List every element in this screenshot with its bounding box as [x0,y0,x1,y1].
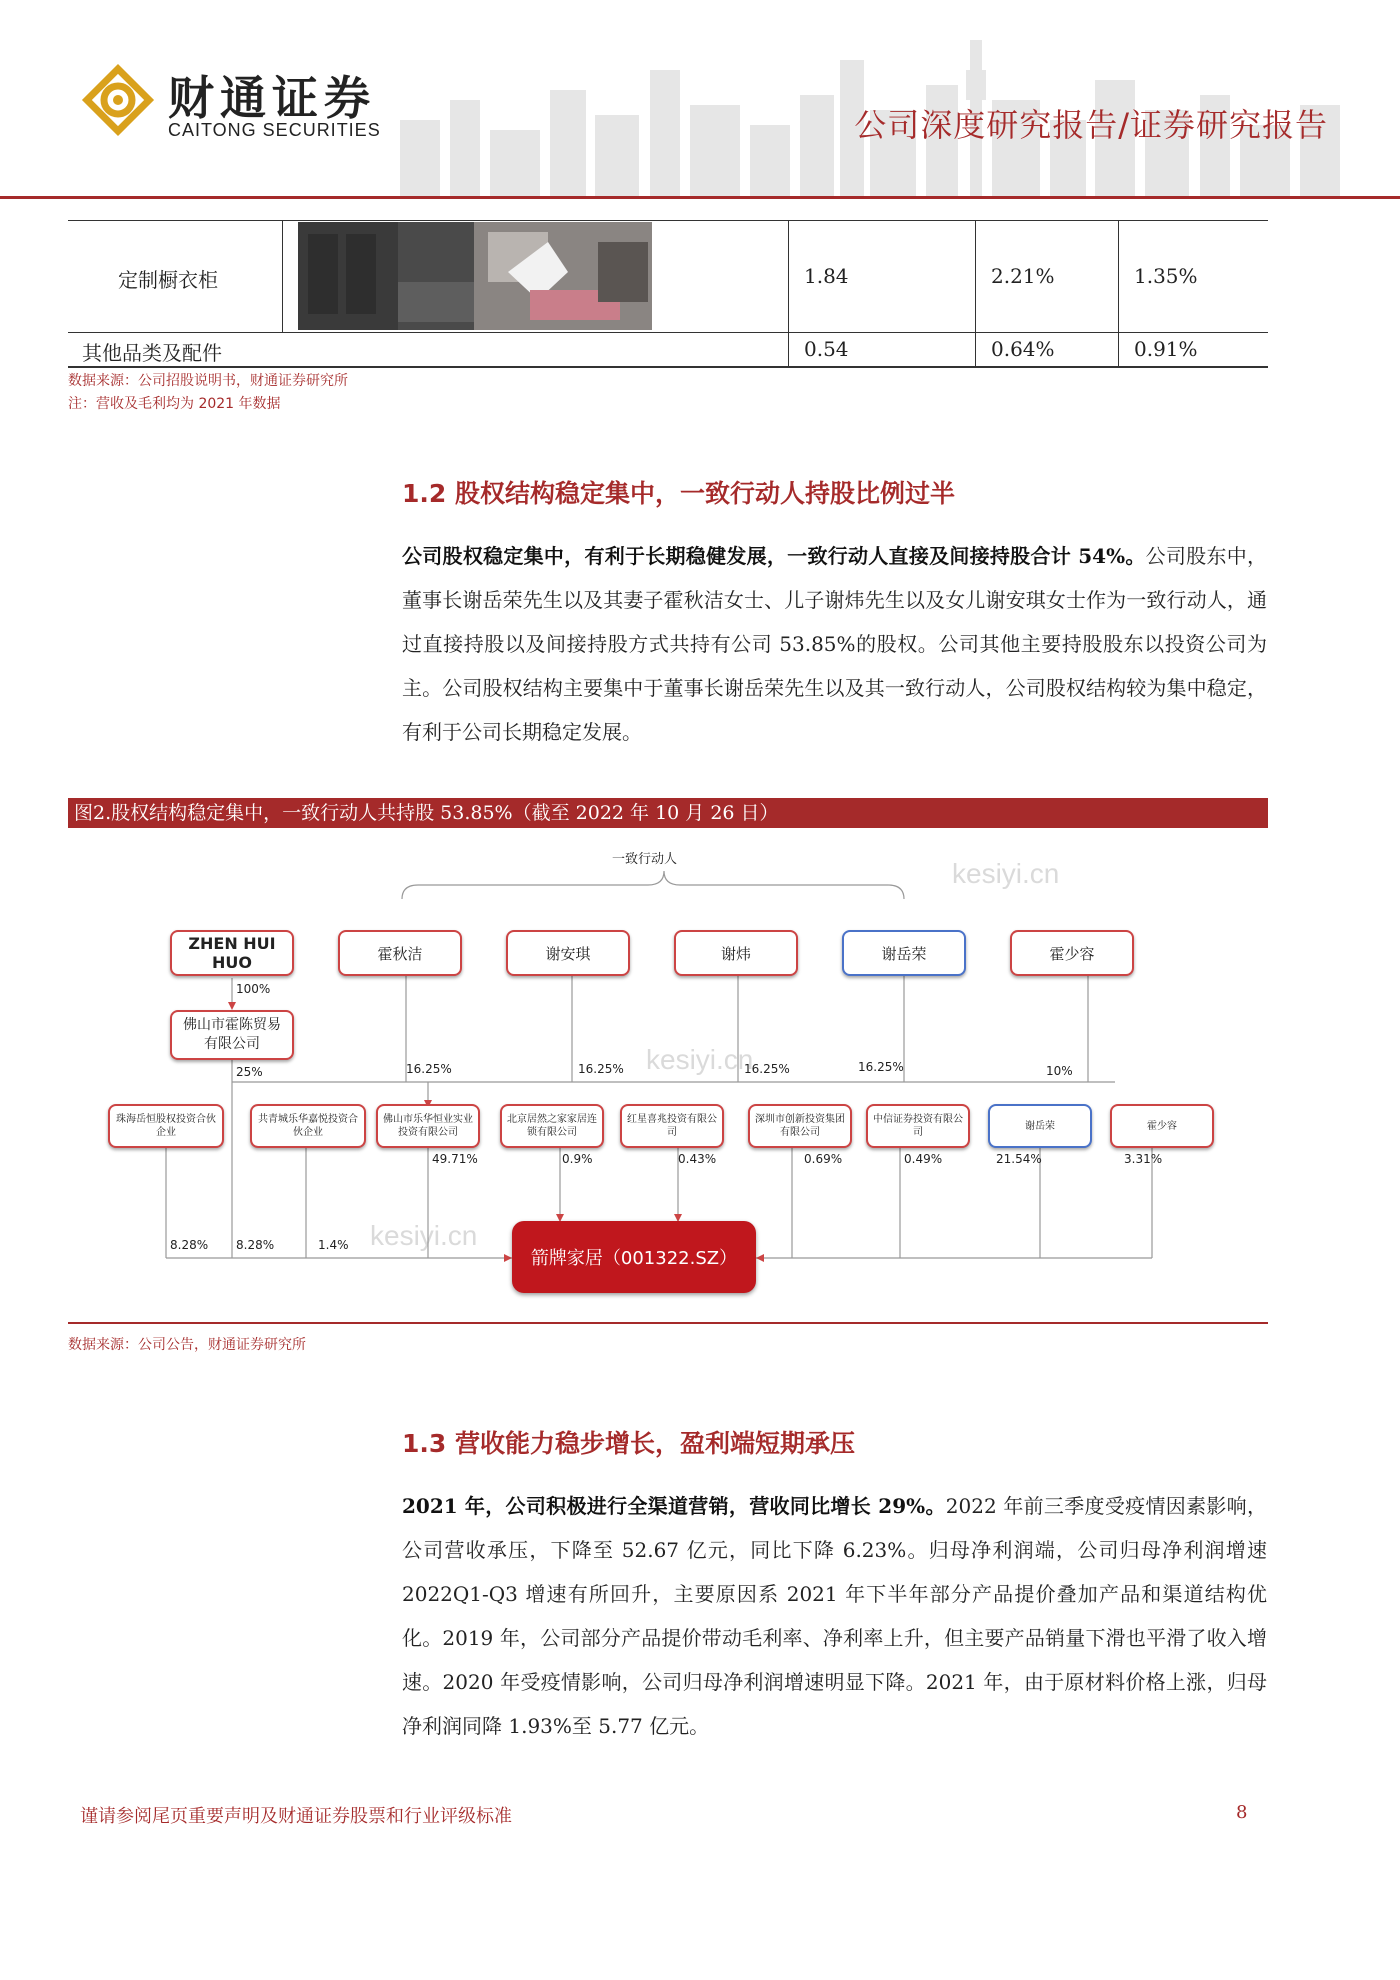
section-1-2-title: 1.2 股权结构稳定集中，一致行动人持股比例过半 [402,479,955,508]
holder-huo-qiujie: 霍秋洁 [338,930,462,976]
figure-2-source: 数据来源：公司公告，财通证券研究所 [68,1337,306,1353]
entity-gongqingcheng-lehua: 共青城乐华嘉悦投资合伙企业 [250,1104,366,1148]
product-photo-kitchen [298,222,652,330]
table-cell-share: 0.64% [991,337,1055,361]
logo-name-en: CAITONG SECURITIES [168,120,381,140]
pct-zhen-to-foshan: 100% [236,982,271,996]
watermark-text: kesiyi.cn [646,1044,754,1075]
logo-name-cn: 财通证券 [168,71,376,125]
pct-shenzhen: 0.69% [804,1152,843,1166]
pct-juran: 0.9% [562,1152,593,1166]
entity-zhuhai-yueheng: 珠海岳恒股权投资合伙企业 [108,1104,224,1148]
watermark-text: kesiyi.cn [952,858,1060,889]
table-cell-category: 定制橱衣柜 [118,268,218,292]
table-cell-share: 2.21% [991,264,1055,288]
section-1-2-body: 公司股东中，董事长谢岳荣先生以及其妻子霍秋洁女士、儿子谢炜先生以及女儿谢安琪女士作为一致行动人，通过直接持股以及间接持股方式共持有公司 53.85%的股权。公司其他主要持股股东以投资公司为主。公司股权结构主要集中于董事长谢岳荣先生以及其一致行动人，公司股权结构较为集中稳定，有利于公司长期稳定发展。 [402,544,1267,744]
table-cell-revenue: 1.84 [804,264,849,288]
section-1-3-body: 2022 年前三季度受疫情因素影响，公司营收承压，下降至 52.67 亿元，同比下降 6.23%。归母净利润端，公司归母净利润增速 2022Q1-Q3 增速有所回升，主要原因系 2021 年下半年部分产品提价叠加产品和渠道结构优化。2019 年，公司部分产品提价带动毛利率、净利率上升，但主要产品销量下滑也平滑了收入增速。2020 年受疫情影响，公司归母净利润增速明显下降。2021 年，由于原材料价格上涨，归母净利润同降 1.93%至 5.77 亿元。 [402,1494,1267,1738]
pct-foshan-trade-out: 25% [236,1065,263,1079]
holder-huo-shaorong: 霍少容 [1010,930,1134,976]
holder-xie-anqi: 谢安琪 [506,930,630,976]
caitong-logo-icon [76,58,160,142]
entity-beijing-juran: 北京居然之家家居连锁有限公司 [500,1104,604,1148]
pct-huo-qiujie: 16.25% [406,1062,452,1076]
section-1-3-paragraph [402,1484,1267,1748]
header-divider [0,196,1400,199]
pct-xie-wei: 16.25% [744,1062,790,1076]
pct-citic: 0.49% [904,1152,943,1166]
table-footnote: 注：营收及毛利均为 2021 年数据 [68,396,281,412]
pct-foshan-trade: 8.28% [236,1238,275,1252]
table-source-note: 数据来源：公司招股说明书，财通证券研究所 [68,373,348,389]
group-label: 一致行动人 [612,852,678,867]
entity-huo-shaorong-direct: 霍少容 [1110,1104,1214,1148]
pct-xie-anqi: 16.25% [578,1062,624,1076]
section-1-3-lead: 2021 年，公司积极进行全渠道营销，营收同比增长 29%。 [402,1494,946,1518]
pct-lehua: 49.71% [432,1152,478,1166]
pct-zhuhai: 8.28% [170,1238,209,1252]
holder-xie-wei: 谢炜 [674,930,798,976]
holder-xie-yuerong: 谢岳荣 [842,930,966,976]
section-1-2-lead: 公司股权稳定集中，有利于长期稳健发展，一致行动人直接及间接持股合计 54%。 [402,544,1146,568]
pct-gongqing: 1.4% [318,1238,349,1252]
page-number: 8 [1236,1802,1248,1823]
table-cell-margin: 1.35% [1134,264,1198,288]
pct-hongxing: 0.43% [678,1152,717,1166]
entity-hongxing-xizhao: 红星喜兆投资有限公司 [620,1104,724,1148]
report-type-label: 公司深度研究报告/证券研究报告 [854,106,1328,144]
entity-foshan-huochen-trade: 佛山市霍陈贸易有限公司 [170,1010,294,1060]
pct-xie-yuerong: 16.25% [858,1060,904,1074]
section-1-2-paragraph [402,534,1267,754]
table-cell-category: 其他品类及配件 [82,341,222,365]
pct-huo-direct: 3.31% [1124,1152,1163,1166]
pct-huo-shaorong: 10% [1046,1064,1073,1078]
watermark-text: kesiyi.cn [370,1220,478,1251]
figure-2-caption: 图2.股权结构稳定集中，一致行动人共持股 53.85%（截至 2022 年 10 月 26 日） [68,798,1268,828]
section-1-3-title: 1.3 营收能力稳步增长，盈利端短期承压 [402,1429,855,1458]
entity-foshan-lehua-hengye: 佛山市乐华恒业实业投资有限公司 [376,1104,480,1148]
table-cell-margin: 0.91% [1134,337,1198,361]
table-cell-revenue: 0.54 [804,337,849,361]
pct-xie-direct: 21.54% [996,1152,1042,1166]
holder-zhen-hui-huo: ZHEN HUI HUO [170,930,294,976]
company-arrow-home: 箭牌家居（001322.SZ） [512,1221,756,1293]
entity-shenzhen-chuangxin: 深圳市创新投资集团有限公司 [748,1104,852,1148]
footer-disclaimer: 谨请参阅尾页重要声明及财通证券股票和行业评级标准 [80,1806,512,1827]
entity-citic-investment: 中信证券投资有限公司 [866,1104,970,1148]
entity-xie-yuerong-direct: 谢岳荣 [988,1104,1092,1148]
figure-2-bottom-rule [68,1322,1268,1324]
